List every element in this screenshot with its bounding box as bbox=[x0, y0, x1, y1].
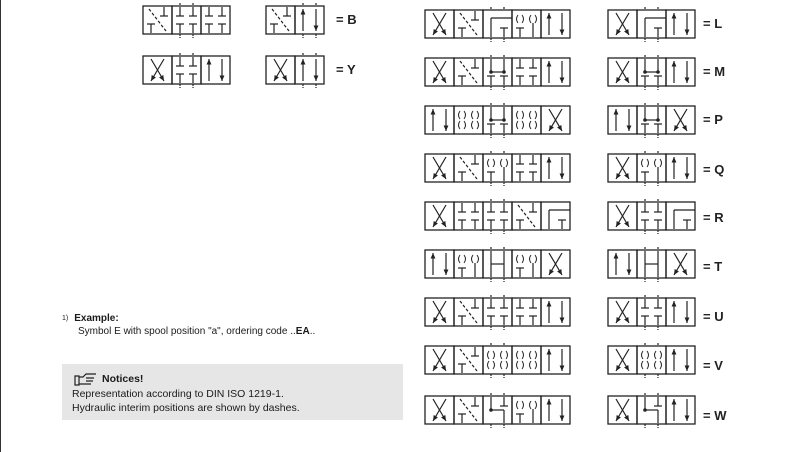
valve-position-box bbox=[541, 396, 570, 424]
symbol-code-label-q: = Q bbox=[703, 162, 725, 177]
valve-position-box bbox=[512, 58, 541, 86]
valve-position-box bbox=[541, 202, 570, 230]
valve-symbol bbox=[608, 393, 695, 428]
valve-position-box bbox=[666, 250, 695, 278]
valve-symbol bbox=[425, 199, 570, 234]
notice-header bbox=[74, 372, 143, 386]
valve-position-box bbox=[454, 396, 483, 424]
valve-position-box bbox=[295, 56, 324, 84]
symbol-code-label-v: = V bbox=[703, 358, 723, 373]
valve-symbol bbox=[608, 199, 695, 234]
valve-position-box bbox=[608, 106, 637, 134]
valve-position-box bbox=[637, 250, 666, 278]
valve-position-box bbox=[425, 154, 454, 182]
valve-position-box bbox=[637, 154, 666, 182]
valve-position-box bbox=[454, 250, 483, 278]
valve-position-box bbox=[541, 58, 570, 86]
valve-position-box bbox=[541, 250, 570, 278]
valve-position-box bbox=[666, 106, 695, 134]
valve-symbol bbox=[608, 7, 695, 42]
valve-symbol bbox=[266, 3, 324, 38]
valve-position-box bbox=[608, 250, 637, 278]
valve-position-box bbox=[541, 346, 570, 374]
pointing-hand-icon bbox=[74, 372, 98, 386]
valve-position-box bbox=[666, 202, 695, 230]
valve-position-box bbox=[483, 250, 512, 278]
valve-symbol bbox=[425, 7, 570, 42]
valve-position-box bbox=[541, 154, 570, 182]
valve-position-box bbox=[637, 106, 666, 134]
valve-position-box bbox=[454, 202, 483, 230]
notice-line-1: Representation according to DIN ISO 1219-1. bbox=[72, 388, 284, 400]
valve-position-box bbox=[512, 396, 541, 424]
valve-position-box bbox=[512, 10, 541, 38]
valve-position-box bbox=[172, 6, 201, 34]
valve-position-box bbox=[512, 202, 541, 230]
valve-position-box bbox=[425, 202, 454, 230]
valve-symbol bbox=[608, 343, 695, 378]
symbol-code-label-p: = P bbox=[703, 112, 723, 127]
valve-position-box bbox=[512, 250, 541, 278]
footnote-text bbox=[78, 325, 315, 338]
symbol-code-label-m: = M bbox=[703, 64, 726, 79]
valve-symbol bbox=[143, 3, 230, 38]
valve-symbol bbox=[425, 343, 570, 378]
valve-symbol bbox=[608, 151, 695, 186]
valve-position-box bbox=[483, 106, 512, 134]
valve-position-box bbox=[541, 106, 570, 134]
valve-position-box bbox=[512, 298, 541, 326]
valve-position-box bbox=[666, 396, 695, 424]
valve-position-box bbox=[637, 58, 666, 86]
valve-symbol bbox=[425, 295, 570, 330]
valve-position-box bbox=[425, 58, 454, 86]
valve-position-box bbox=[454, 106, 483, 134]
valve-position-box bbox=[201, 56, 230, 84]
valve-position-box bbox=[541, 10, 570, 38]
valve-position-box bbox=[295, 6, 324, 34]
symbol-code-label-l: = L bbox=[703, 16, 723, 31]
valve-position-box bbox=[666, 346, 695, 374]
valve-symbol bbox=[608, 295, 695, 330]
footnote bbox=[62, 312, 315, 338]
valve-position-box bbox=[425, 346, 454, 374]
valve-symbol bbox=[425, 55, 570, 90]
valve-symbol bbox=[425, 103, 570, 138]
valve-symbol bbox=[425, 151, 570, 186]
valve-position-box bbox=[608, 298, 637, 326]
valve-position-box bbox=[666, 10, 695, 38]
valve-position-box bbox=[143, 56, 172, 84]
symbol-code-label-u: = U bbox=[703, 309, 724, 324]
valve-position-box bbox=[143, 6, 172, 34]
footnote-text-before: Symbol E with spool position "a", ordering code .. bbox=[78, 326, 296, 337]
valve-position-box bbox=[637, 298, 666, 326]
valve-position-box bbox=[425, 298, 454, 326]
valve-position-box bbox=[608, 202, 637, 230]
footnote-text-after: .. bbox=[309, 326, 316, 337]
valve-position-box bbox=[266, 56, 295, 84]
valve-position-box bbox=[454, 58, 483, 86]
valve-position-box bbox=[666, 154, 695, 182]
valve-position-box bbox=[637, 396, 666, 424]
valve-position-box bbox=[454, 298, 483, 326]
valve-position-box bbox=[608, 396, 637, 424]
valve-position-box bbox=[608, 154, 637, 182]
valve-symbol bbox=[425, 247, 570, 282]
valve-position-box bbox=[483, 396, 512, 424]
valve-symbol bbox=[266, 53, 324, 88]
valve-position-box bbox=[266, 6, 295, 34]
valve-position-box bbox=[201, 6, 230, 34]
valve-position-box bbox=[483, 154, 512, 182]
valve-position-box bbox=[483, 202, 512, 230]
valve-position-box bbox=[425, 250, 454, 278]
valve-position-box bbox=[454, 154, 483, 182]
footnote-marker: 1) bbox=[62, 315, 69, 322]
valve-position-box bbox=[666, 58, 695, 86]
valve-position-box bbox=[608, 58, 637, 86]
symbol-code-label-w: = W bbox=[703, 408, 727, 423]
symbol-code-label-r: = R bbox=[703, 210, 724, 225]
valve-position-box bbox=[483, 10, 512, 38]
valve-position-box bbox=[541, 298, 570, 326]
notice-title: Notices! bbox=[102, 373, 144, 385]
symbol-code-label-t: = T bbox=[703, 259, 723, 274]
valve-position-box bbox=[483, 58, 512, 86]
valve-position-box bbox=[483, 298, 512, 326]
valve-position-box bbox=[637, 202, 666, 230]
valve-position-box bbox=[483, 346, 512, 374]
footnote-title: Example: bbox=[74, 313, 119, 324]
valve-position-box bbox=[454, 10, 483, 38]
footnote-text-bold: EA bbox=[295, 326, 310, 337]
symbol-code-label-y: = Y bbox=[336, 62, 356, 77]
valve-position-box bbox=[512, 154, 541, 182]
valve-position-box bbox=[608, 346, 637, 374]
valve-position-box bbox=[425, 106, 454, 134]
valve-position-box bbox=[637, 10, 666, 38]
notice-box bbox=[62, 364, 403, 420]
notice-line-2: Hydraulic interim positions are shown by dashes. bbox=[72, 402, 300, 414]
valve-position-box bbox=[425, 10, 454, 38]
valve-symbol bbox=[608, 103, 695, 138]
valve-symbol bbox=[608, 55, 695, 90]
valve-position-box bbox=[454, 346, 483, 374]
valve-position-box bbox=[512, 106, 541, 134]
valve-symbol bbox=[608, 247, 695, 282]
valve-position-box bbox=[512, 346, 541, 374]
valve-position-box bbox=[425, 396, 454, 424]
valve-symbol bbox=[425, 393, 570, 428]
valve-position-box bbox=[172, 56, 201, 84]
valve-position-box bbox=[608, 10, 637, 38]
valve-position-box bbox=[666, 298, 695, 326]
valve-symbol bbox=[143, 53, 230, 88]
valve-position-box bbox=[637, 346, 666, 374]
symbol-code-label-b: = B bbox=[336, 12, 357, 27]
